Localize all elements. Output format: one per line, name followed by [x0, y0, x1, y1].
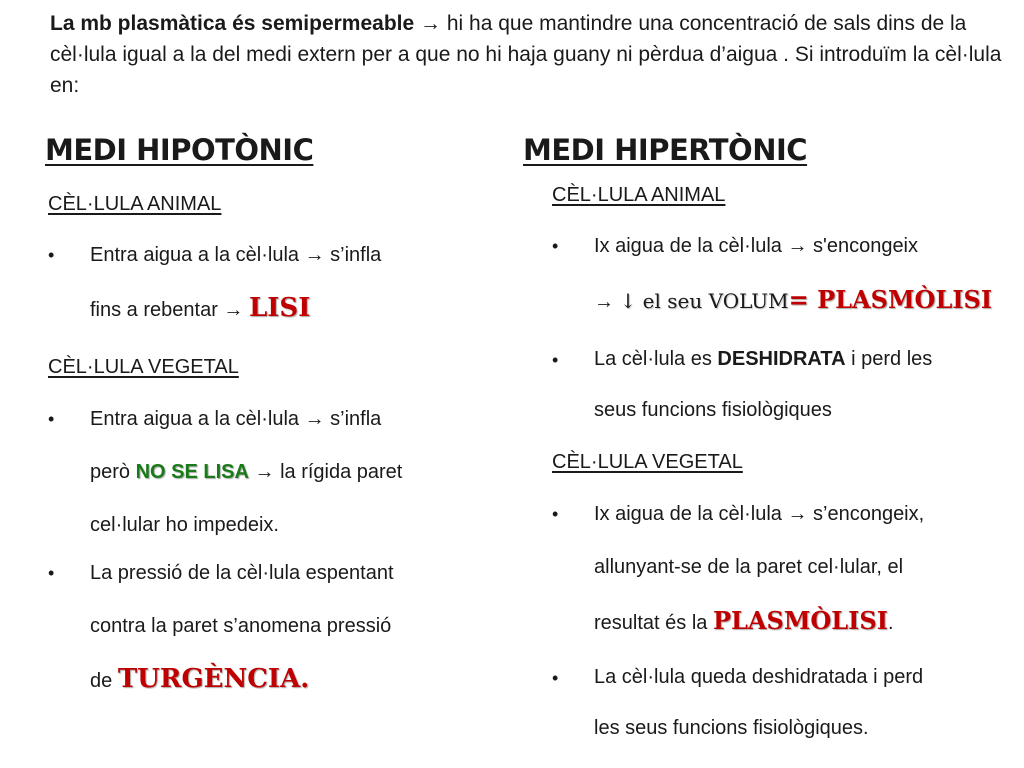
volum-text: ↓ el seu VOLUM: [619, 289, 789, 313]
no-se-lisa-term: NO SE LISA: [135, 461, 249, 483]
intro-bold: La mb plasmàtica és semipermeable: [50, 12, 415, 35]
hypotonic-vegetal-bullet-1: [48, 393, 488, 552]
bullet-line: →: [594, 291, 620, 313]
intro-paragraph: [50, 8, 1005, 101]
bullet-line: seus funcions fisiològiques: [594, 399, 832, 421]
bullet-line: Ix aigua de la cèl·lula → s'encongeix: [594, 235, 919, 257]
bullet-line: allunyant-se de la paret cel·lular, el: [594, 556, 904, 578]
hypotonic-animal-bullet-1: [48, 229, 488, 337]
bullet-line: .: [887, 612, 894, 634]
bullet-line: La pressió de la cèl·lula espentant: [90, 562, 394, 584]
deshidrata-term: DESHIDRATA: [717, 348, 846, 370]
intro-text: → hi ha que mantindre una concentració de sals dins de la cèl·lula igual a la del medi extern per a que no hi haja guany ni pèrdua d’aigua . Si introduïm la cèl·lula en:: [50, 12, 1002, 97]
bullet-line: cel·lular ho impedeix.: [90, 514, 279, 536]
bullet-dot: •: [48, 563, 55, 583]
hypotonic-heading: MEDI HIPOTÒNIC: [45, 133, 314, 167]
bullet-line: les seus funcions fisiològiques.: [594, 717, 869, 739]
bullet-line: Ix aigua de la cèl·lula → s’encongeix,: [594, 503, 925, 525]
bullet-line: La cèl·lula es: [594, 348, 718, 370]
bullet-dot: •: [48, 409, 55, 429]
turgencia-term: TURGÈNCIA.: [117, 664, 310, 694]
hypotonic-animal-title: CÈL·LULA ANIMAL: [48, 193, 222, 215]
hypotonic-vegetal-title: CÈL·LULA VEGETAL: [48, 356, 239, 378]
hypertonic-animal-title: CÈL·LULA ANIMAL: [552, 184, 726, 206]
bullet-dot: •: [552, 504, 559, 524]
hypertonic-vegetal-bullet-1: [552, 488, 1022, 650]
bullet-dot: •: [552, 350, 559, 370]
plasmolisi-term-2: PLASMÒLISI: [712, 606, 888, 635]
bullet-line: → la rígida paret: [248, 461, 403, 483]
bullet-line: La cèl·lula queda deshidratada i perd: [594, 666, 924, 688]
bullet-line: resultat és la: [594, 612, 713, 634]
hypertonic-animal-bullet-1: [552, 220, 1022, 329]
hypotonic-vegetal-bullet-2: [48, 547, 488, 708]
hypertonic-heading: MEDI HIPERTÒNIC: [523, 133, 808, 167]
lisi-term: LISI: [248, 293, 311, 323]
hypertonic-vegetal-bullet-2: [552, 652, 1022, 754]
hypertonic-animal-bullet-2: [552, 334, 1022, 436]
plasmolisi-term: = PLASMÒLISI: [788, 285, 993, 314]
bullet-line: fins a rebentar →: [90, 299, 249, 321]
bullet-dot: •: [552, 668, 559, 688]
bullet-line: Entra aigua a la cèl·lula → s’infla: [90, 244, 382, 266]
bullet-line: i perd les: [845, 348, 933, 370]
bullet-dot: •: [48, 245, 55, 265]
bullet-line: contra la paret s’anomena pressió: [90, 615, 392, 637]
bullet-line: Entra aigua a la cèl·lula → s’infla: [90, 408, 382, 430]
bullet-line: però: [90, 461, 136, 483]
bullet-line: de: [90, 670, 118, 692]
hypertonic-vegetal-title: CÈL·LULA VEGETAL: [552, 451, 743, 473]
bullet-dot: •: [552, 236, 559, 256]
